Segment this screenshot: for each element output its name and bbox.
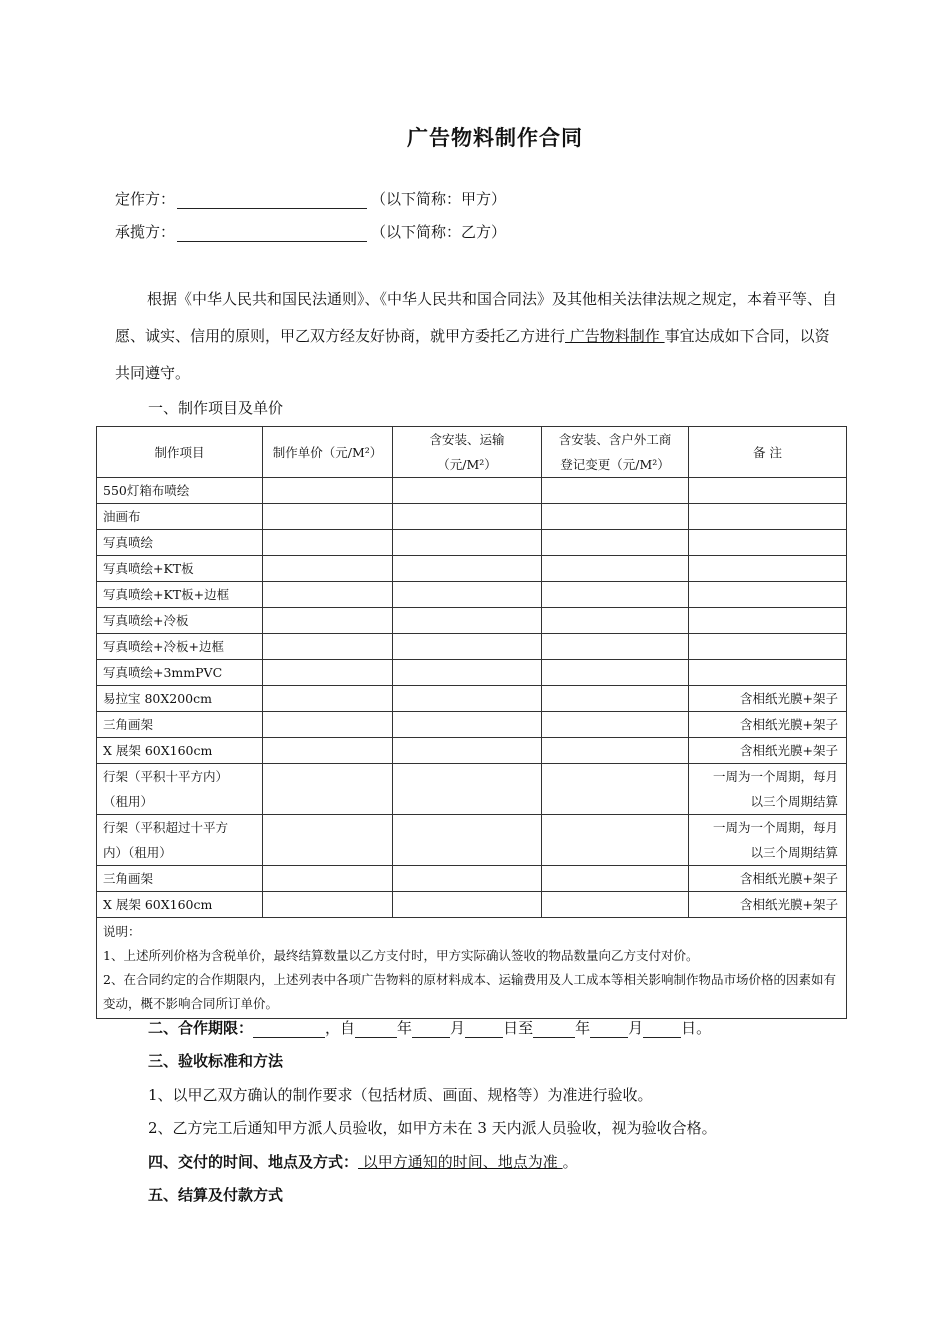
intro-text-2: 事宜达成如下合同，以资共同遵守。 [115, 327, 830, 382]
unit-price-cell[interactable] [263, 530, 393, 556]
table-row [97, 660, 847, 686]
section-1-heading: 一、制作项目及单价 [148, 399, 284, 417]
registration-price-cell[interactable] [542, 608, 689, 634]
party-b-label: 承揽方： [115, 223, 176, 241]
registration-price-cell[interactable] [542, 815, 689, 866]
install-price-cell[interactable] [393, 738, 542, 764]
install-price-cell[interactable] [393, 660, 542, 686]
table-row [97, 764, 847, 815]
header-item: 制作项目 [97, 427, 263, 478]
registration-price-cell[interactable] [542, 866, 689, 892]
unit-price-cell[interactable] [263, 764, 393, 815]
remark-cell [689, 556, 847, 582]
unit-price-cell[interactable] [263, 738, 393, 764]
party-a-blank[interactable] [177, 192, 367, 209]
table-row [97, 608, 847, 634]
item-cell: 写真喷绘+3mmPVC [97, 660, 263, 686]
remark-cell [689, 660, 847, 686]
unit-price-cell[interactable] [263, 556, 393, 582]
item-cell: X 展架 60X160cm [97, 892, 263, 918]
registration-price-cell[interactable] [542, 634, 689, 660]
start-day-blank[interactable] [465, 1021, 503, 1038]
registration-price-cell[interactable] [542, 478, 689, 504]
intro-text-1: 根据《中华人民共和国民法通则》、《中华人民共和国合同法》及其他相关法律法规之规定，本着平等、自愿、诚实、信用的原则，甲乙双方经友好协商，就甲方委托乙方进行 [115, 290, 838, 345]
item-cell: 油画布 [97, 504, 263, 530]
remark-cell: 含相纸光膜+架子 [689, 866, 847, 892]
section-3-item-1: 1、以甲乙双方确认的制作要求（包括材质、画面、规格等）为准进行验收。 [148, 1086, 653, 1104]
item-cell: 三角画架 [97, 866, 263, 892]
registration-price-cell[interactable] [542, 660, 689, 686]
section-2-text: 年 [397, 1019, 413, 1037]
remark-cell: 含相纸光膜+架子 [689, 738, 847, 764]
party-b-row [115, 221, 506, 242]
install-price-cell[interactable] [393, 815, 542, 866]
intro-paragraph [115, 281, 840, 392]
remark-cell [689, 504, 847, 530]
unit-price-cell[interactable] [263, 504, 393, 530]
end-day-blank[interactable] [643, 1021, 681, 1038]
table-row [97, 738, 847, 764]
remark-cell [689, 582, 847, 608]
price-table [96, 426, 847, 1019]
install-price-cell[interactable] [393, 712, 542, 738]
table-notes [97, 918, 847, 1019]
unit-price-cell[interactable] [263, 582, 393, 608]
section-3-item-2: 2、乙方完工后通知甲方派人员验收，如甲方未在 3 天内派人员验收，视为验收合格。 [148, 1119, 717, 1137]
remark-cell: 一周为一个周期，每月 以三个周期结算 [689, 815, 847, 866]
registration-price-cell[interactable] [542, 556, 689, 582]
registration-price-cell[interactable] [542, 892, 689, 918]
table-desc-row [97, 918, 847, 1019]
unit-price-cell[interactable] [263, 815, 393, 866]
party-a-row [115, 188, 506, 209]
remark-cell: 一周为一个周期，每月 以三个周期结算 [689, 764, 847, 815]
install-price-cell[interactable] [393, 530, 542, 556]
install-price-cell[interactable] [393, 764, 542, 815]
party-a-label: 定作方： [115, 190, 176, 208]
table-row [97, 815, 847, 866]
section-4-label: 四、交付的时间、地点及方式： [148, 1153, 359, 1171]
header-unit-price: 制作单价（元/M²） [263, 427, 393, 478]
item-cell: 写真喷绘+冷板+边框 [97, 634, 263, 660]
table-row [97, 634, 847, 660]
table-row [97, 686, 847, 712]
header-install: 含安装、运输 （元/M²） [393, 427, 542, 478]
item-cell: 写真喷绘+KT板+边框 [97, 582, 263, 608]
registration-price-cell[interactable] [542, 582, 689, 608]
registration-price-cell[interactable] [542, 712, 689, 738]
start-month-blank[interactable] [412, 1021, 450, 1038]
item-cell: 行架（平积超过十平方 内）（租用） [97, 815, 263, 866]
install-price-cell[interactable] [393, 608, 542, 634]
unit-price-cell[interactable] [263, 712, 393, 738]
install-price-cell[interactable] [393, 892, 542, 918]
section-5-heading: 五、结算及付款方式 [148, 1186, 284, 1204]
install-price-cell[interactable] [393, 556, 542, 582]
table-row [97, 892, 847, 918]
table-row [97, 712, 847, 738]
section-2-text: 月 [628, 1019, 644, 1037]
section-2-text: 年 [575, 1019, 591, 1037]
section-2-text: 月 [450, 1019, 466, 1037]
item-cell: 易拉宝 80X200cm [97, 686, 263, 712]
item-cell: 行架（平积十平方内） （租用） [97, 764, 263, 815]
remark-cell [689, 608, 847, 634]
section-2-text: 日。 [681, 1019, 712, 1037]
install-price-cell[interactable] [393, 582, 542, 608]
unit-price-cell[interactable] [263, 660, 393, 686]
unit-price-cell[interactable] [263, 686, 393, 712]
install-price-cell[interactable] [393, 866, 542, 892]
item-cell: 写真喷绘+冷板 [97, 608, 263, 634]
registration-price-cell[interactable] [542, 764, 689, 815]
install-price-cell[interactable] [393, 686, 542, 712]
section-4-row [148, 1151, 578, 1172]
table-row [97, 530, 847, 556]
end-year-blank[interactable] [533, 1021, 575, 1038]
unit-price-cell[interactable] [263, 478, 393, 504]
item-cell: 写真喷绘+KT板 [97, 556, 263, 582]
unit-price-cell[interactable] [263, 634, 393, 660]
item-cell: 550灯箱布喷绘 [97, 478, 263, 504]
table-row [97, 478, 847, 504]
remark-cell [689, 634, 847, 660]
section-3-heading: 三、验收标准和方法 [148, 1052, 284, 1070]
section-2-label: 二、合作期限： [148, 1019, 254, 1037]
section-2-text: 日至 [503, 1019, 534, 1037]
install-price-cell[interactable] [393, 478, 542, 504]
remark-cell [689, 478, 847, 504]
party-b-blank[interactable] [177, 225, 367, 242]
notes-line-1: 1、上述所列价格为含税单价，最终结算数量以乙方支付时，甲方实际确认签收的物品数量向乙方支付对价。 [103, 948, 699, 963]
start-year-blank[interactable] [355, 1021, 397, 1038]
header-registration: 含安装、含户外工商 登记变更（元/M²） [542, 427, 689, 478]
table-row [97, 866, 847, 892]
notes-line-2: 2、在合同约定的合作期限内，上述列表中各项广告物料的原材料成本、运输费用及人工成本等相关影响制作物品市场价格的因素如有变动，概不影响合同所订单价。 [103, 972, 836, 1011]
item-cell: 三角画架 [97, 712, 263, 738]
registration-price-cell[interactable] [542, 530, 689, 556]
registration-price-cell[interactable] [542, 686, 689, 712]
header-remark: 备 注 [689, 427, 847, 478]
install-price-cell[interactable] [393, 634, 542, 660]
section-4-end: 。 [562, 1153, 578, 1171]
unit-price-cell[interactable] [263, 866, 393, 892]
remark-cell: 含相纸光膜+架子 [689, 712, 847, 738]
party-a-suffix: （以下简称：甲方） [371, 190, 507, 208]
party-b-suffix: （以下简称：乙方） [371, 223, 507, 241]
notes-label: 说明： [103, 924, 141, 939]
item-cell: 写真喷绘 [97, 530, 263, 556]
table-row [97, 504, 847, 530]
period-blank[interactable] [253, 1021, 325, 1038]
remark-cell: 含相纸光膜+架子 [689, 892, 847, 918]
section-2-text: ，自 [325, 1019, 356, 1037]
table-row [97, 556, 847, 582]
page-title: 广告物料制作合同 [407, 126, 583, 150]
table-header-row [97, 427, 847, 478]
item-cell: X 展架 60X160cm [97, 738, 263, 764]
delivery-terms: 以甲方通知的时间、地点为准 [358, 1153, 563, 1171]
table-row [97, 582, 847, 608]
registration-price-cell[interactable] [542, 738, 689, 764]
unit-price-cell[interactable] [263, 892, 393, 918]
end-month-blank[interactable] [590, 1021, 628, 1038]
remark-cell: 含相纸光膜+架子 [689, 686, 847, 712]
remark-cell [689, 530, 847, 556]
unit-price-cell[interactable] [263, 608, 393, 634]
registration-price-cell[interactable] [542, 504, 689, 530]
section-2-row [148, 1017, 711, 1038]
install-price-cell[interactable] [393, 504, 542, 530]
intro-subject: 广告物料制作 [565, 327, 665, 345]
